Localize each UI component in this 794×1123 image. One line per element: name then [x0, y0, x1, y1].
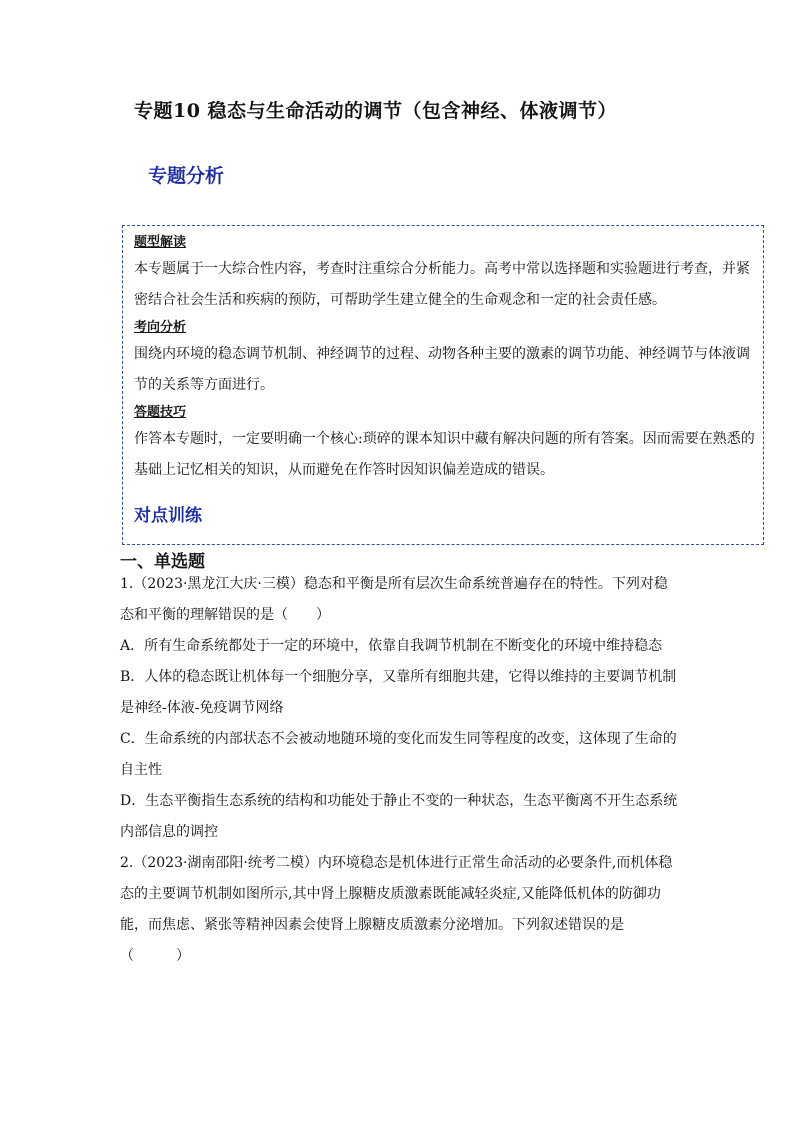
training-label: 对点训练	[134, 506, 202, 526]
direction-analysis-label: 考向分析	[134, 320, 187, 335]
page-title: 专题10 稳态与生命活动的调节（包含神经、体液调节）	[134, 100, 618, 122]
section-heading-analysis: 专题分析	[148, 165, 225, 187]
type-interpretation-label: 题型解读	[134, 235, 187, 250]
type-interpretation-text: 本专题属于一大综合性内容，考查时注重综合分析能力。高考中常以选择题和实验题进行考查，并紧密结合社会生活和疾病的预防，可帮助学生建立健全的生命观念和一定的社会责任感。	[134, 261, 750, 308]
part-heading-single-choice: 一、单选题	[120, 552, 205, 572]
question-1-option-d: D．生态平衡指生态系统的结构和功能处于静止不变的一种状态，生态平衡离不开生态系统内部信息的调控	[120, 793, 678, 840]
question-1-option-c: C．生命系统的内部状态不会被动地随环境的变化而发生同等程度的改变，这体现了生命的自主性	[120, 731, 677, 778]
question-1-option-b: B．人体的稳态既让机体每一个细胞分享，又靠所有细胞共建，它得以维持的主要调节机制是神经-体液-免疫调节网络	[120, 669, 677, 716]
question-1-option-a: A．所有生命系统都处于一定的环境中，依靠自我调节机制在不断变化的环境中维持稳态	[120, 638, 663, 654]
analysis-box-content	[134, 232, 758, 487]
question-1	[120, 569, 680, 848]
answer-tips-text: 作答本专题时，一定要明确一个核心:琐碎的课本知识中藏有解决问题的所有答案。因而需要在熟悉的基础上记忆相关的知识，从而避免在作答时因知识偏差造成的错误。	[134, 431, 755, 478]
analysis-box	[122, 225, 764, 545]
question-2-stem: 2.（2023·湖南邵阳·统考二模）内环境稳态是机体进行正常生命活动的必要条件,而机体稳态的主要调节机制如图所示,其中肾上腺糖皮质激素既能减轻炎症,又能降低机体的防御功能，而焦虑、紧张等精神因素会使肾上腺糖皮质激素分泌增加。下列叙述错误的是（ ）	[120, 855, 673, 964]
question-1-stem: 1.（2023·黑龙江大庆·三模）稳态和平衡是所有层次生命系统普遍存在的特性。下列对稳态和平衡的理解错误的是（ ）	[120, 576, 668, 623]
question-2	[120, 848, 680, 972]
direction-analysis-text: 围绕内环境的稳态调节机制、神经调节的过程、动物各种主要的激素的调节功能、神经调节与体液调节的关系等方面进行。	[134, 346, 750, 393]
question-list	[120, 569, 680, 972]
answer-tips-label: 答题技巧	[134, 405, 187, 420]
